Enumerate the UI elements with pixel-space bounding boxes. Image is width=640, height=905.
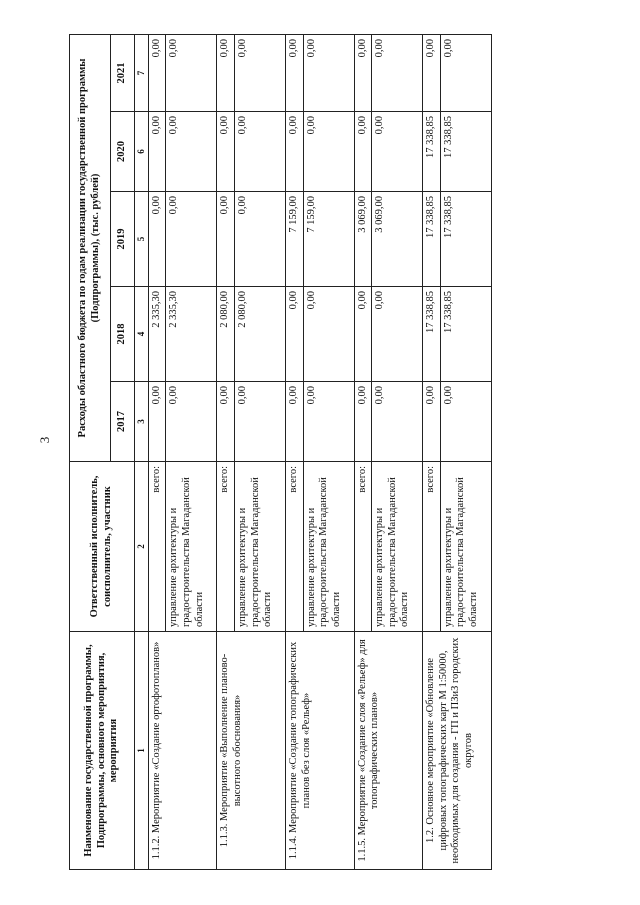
- activity-name: 1.1.4. Мероприятие «Создание топографических планов без слоя «Рельеф»: [285, 632, 354, 870]
- header-expenses: Расходы областного бюджета по годам реализации государственной программы (Подпрограммы), (тыс. рублей): [70, 34, 111, 461]
- total-value: 17 338,85: [423, 112, 441, 192]
- total-value: 0,00: [148, 34, 166, 111]
- total-label: всего:: [148, 462, 166, 632]
- executor-value: 0,00: [166, 34, 217, 111]
- executor-value: 0,00: [166, 112, 217, 192]
- total-value: 0,00: [285, 34, 303, 111]
- total-value: 0,00: [217, 34, 235, 111]
- executor-value: 2 335,30: [166, 287, 217, 382]
- executor-name: управление архитектуры и градостроительства Магаданской области: [166, 462, 217, 632]
- total-value: 17 338,85: [423, 192, 441, 287]
- total-label: всего:: [217, 462, 235, 632]
- table-row: [148, 34, 166, 869]
- header-year: 2019: [111, 192, 135, 287]
- total-value: 0,00: [423, 34, 441, 111]
- total-value: 2 080,00: [217, 287, 235, 382]
- activity-name: 1.1.2. Мероприятие «Создание ортофотопланов»: [148, 632, 217, 870]
- total-value: 0,00: [285, 382, 303, 462]
- column-number: 4: [135, 287, 149, 382]
- table-body: [148, 34, 491, 869]
- total-value: 0,00: [148, 112, 166, 192]
- executor-value: 0,00: [166, 192, 217, 287]
- total-value: 0,00: [354, 34, 372, 111]
- executor-value: 0,00: [372, 34, 423, 111]
- total-value: 0,00: [354, 382, 372, 462]
- executor-value: 0,00: [303, 112, 354, 192]
- executor-name: управление архитектуры и градостроительства Магаданской области: [234, 462, 285, 632]
- total-value: 0,00: [423, 382, 441, 462]
- header-year: 2017: [111, 382, 135, 462]
- executor-value: 17 338,85: [440, 192, 491, 287]
- executor-value: 0,00: [234, 192, 285, 287]
- total-value: 0,00: [217, 192, 235, 287]
- total-value: 2 335,30: [148, 287, 166, 382]
- executor-value: 0,00: [234, 382, 285, 462]
- column-number: 5: [135, 192, 149, 287]
- executor-value: 17 338,85: [440, 112, 491, 192]
- table-row: [423, 34, 441, 869]
- total-value: 3 069,00: [354, 192, 372, 287]
- column-number: 1: [135, 632, 149, 870]
- total-value: 0,00: [285, 287, 303, 382]
- executor-value: 0,00: [372, 112, 423, 192]
- total-value: 0,00: [217, 112, 235, 192]
- header-year: 2018: [111, 287, 135, 382]
- executor-value: 0,00: [234, 112, 285, 192]
- total-value: 0,00: [354, 287, 372, 382]
- table-row: [217, 34, 235, 869]
- executor-value: 0,00: [303, 287, 354, 382]
- activity-name: 1.1.3. Мероприятие «Выполнение планово-высотного обоснования»: [217, 632, 286, 870]
- total-value: 0,00: [217, 382, 235, 462]
- executor-value: 0,00: [303, 382, 354, 462]
- executor-value: 17 338,85: [440, 287, 491, 382]
- total-label: всего:: [354, 462, 372, 632]
- activity-name: 1.1.5. Мероприятие «Создание слоя «Рельеф» для топографических планов»: [354, 632, 423, 870]
- executor-name: управление архитектуры и градостроительства Магаданской области: [303, 462, 354, 632]
- executor-value: 0,00: [372, 287, 423, 382]
- rotated-table-container: [69, 35, 613, 870]
- executor-value: 7 159,00: [303, 192, 354, 287]
- column-number: 7: [135, 34, 149, 111]
- executor-value: 0,00: [234, 34, 285, 111]
- column-number: 6: [135, 112, 149, 192]
- total-label: всего:: [423, 462, 441, 632]
- executor-name: управление архитектуры и градостроительства Магаданской области: [440, 462, 491, 632]
- executor-value: 0,00: [166, 382, 217, 462]
- total-value: 0,00: [148, 192, 166, 287]
- total-value: 0,00: [148, 382, 166, 462]
- executor-value: 3 069,00: [372, 192, 423, 287]
- total-value: 0,00: [354, 112, 372, 192]
- header-name: Наименование государственной программы, Подпрограммы, основного мероприятия, мероприятия: [70, 632, 135, 870]
- executor-value: 0,00: [303, 34, 354, 111]
- budget-table: [69, 34, 492, 870]
- table-row: [354, 34, 372, 869]
- page-number: 3: [37, 436, 52, 444]
- table-row: [285, 34, 303, 869]
- total-value: 0,00: [285, 112, 303, 192]
- header-executor: Ответственный исполнитель, соисполнитель, участник: [70, 462, 135, 632]
- total-value: 7 159,00: [285, 192, 303, 287]
- executor-value: 0,00: [440, 34, 491, 111]
- executor-value: 0,00: [372, 382, 423, 462]
- total-label: всего:: [285, 462, 303, 632]
- column-number: 3: [135, 382, 149, 462]
- executor-name: управление архитектуры и градостроительства Магаданской области: [372, 462, 423, 632]
- header-year: 2021: [111, 34, 135, 111]
- executor-value: 0,00: [440, 382, 491, 462]
- header-year: 2020: [111, 112, 135, 192]
- column-number: 2: [135, 462, 149, 632]
- total-value: 17 338,85: [423, 287, 441, 382]
- activity-name: 1.2. Основное мероприятие «Обновление цифровых топографических карт М 1:50000, необходимых для создания - ГП и ПЗиЗ городских округов: [423, 632, 492, 870]
- executor-value: 2 080,00: [234, 287, 285, 382]
